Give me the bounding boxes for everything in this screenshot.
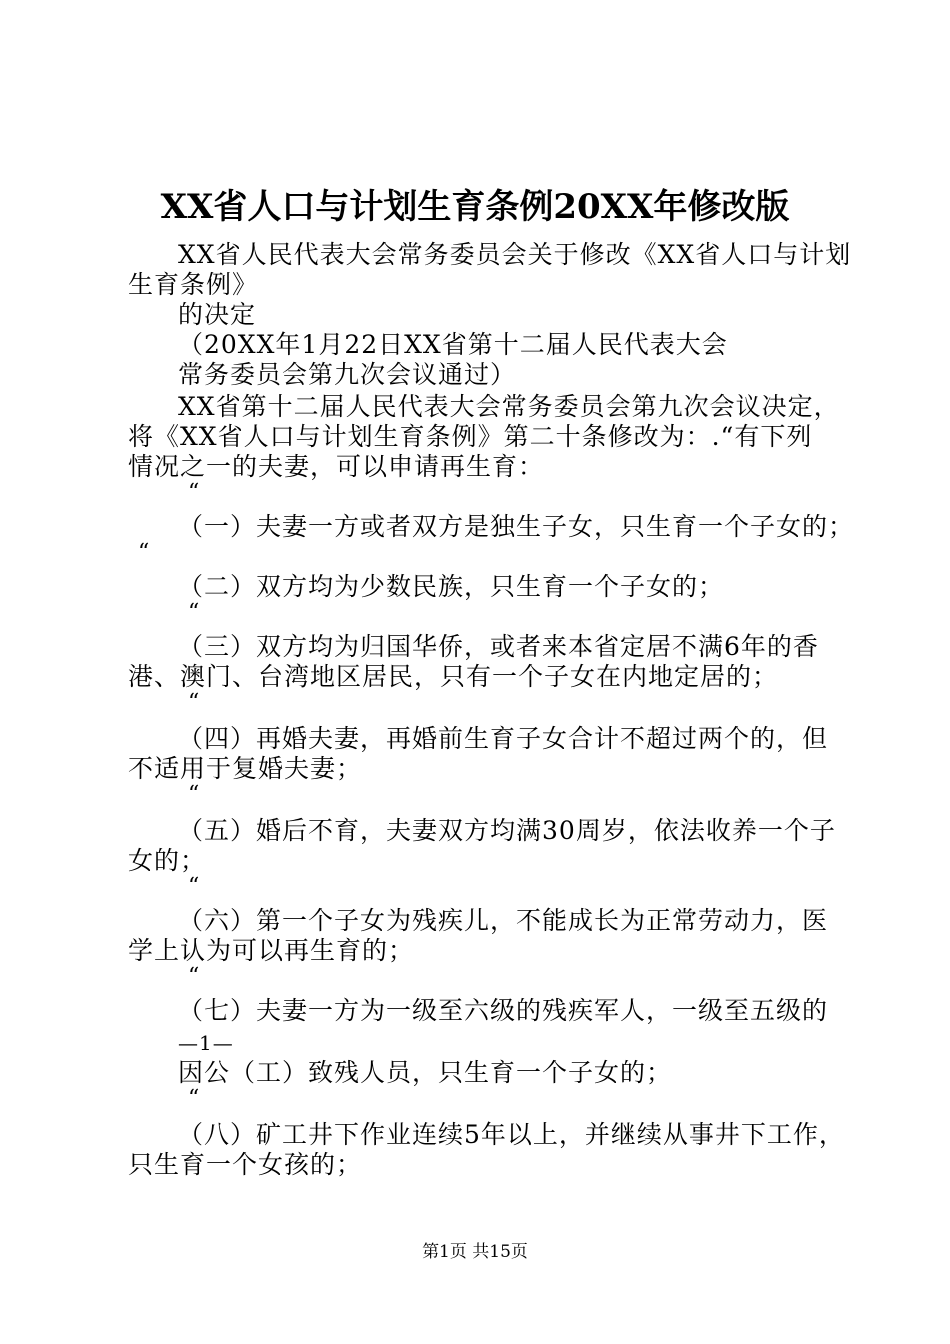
text-line: 将《XX省人口与计划生育条例》第二十条修改为：.“有下列 [128, 422, 813, 451]
document-title: XX省人口与计划生育条例20XX年修改版 [160, 187, 790, 227]
text-line: （五）婚后不育，夫妻双方均满30周岁，依法收养一个子 [178, 816, 836, 845]
text-line: XX省第十二届人民代表大会常务委员会第九次会议决定， [178, 392, 840, 421]
quote-mark: “ [188, 690, 200, 715]
quote-mark: “ [188, 1086, 200, 1111]
text-line: 不适用于复婚夫妻； [128, 754, 363, 783]
text-line: 情况之一的夫妻，可以申请再生育： [128, 452, 545, 481]
text-line: 的决定 [178, 300, 257, 329]
text-line: 女的； [128, 846, 207, 875]
text-line: 因公（工）致残人员，只生育一个子女的； [178, 1058, 673, 1087]
text-line: （20XX年1月22日XX省第十二届人民代表大会 [178, 330, 728, 359]
text-line: （八）矿工井下作业连续5年以上，并继续从事井下工作， [178, 1120, 845, 1149]
text-line: 学上认为可以再生育的； [128, 936, 415, 965]
text-line: （一）夫妻一方或者双方是独生子女，只生育一个子女的； [178, 512, 855, 541]
text-line: 常务委员会第九次会议通过） [178, 360, 517, 389]
text-line: （四）再婚夫妻，再婚前生育子女合计不超过两个的，但 [178, 724, 829, 753]
text-line: （六）第一个子女为残疾儿，不能成长为正常劳动力，医 [178, 906, 829, 935]
quote-mark: “ [188, 874, 200, 899]
text-line: （七）夫妻一方为一级至六级的残疾军人，一级至五级的 [178, 996, 829, 1025]
text-line: 港、澳门、台湾地区居民，只有一个子女在内地定居的； [128, 662, 779, 691]
text-line: 生育条例》 [128, 270, 259, 299]
text-line: （三）双方均为归国华侨，或者来本省定居不满6年的香 [178, 632, 819, 661]
quote-mark: “ [138, 540, 150, 565]
quote-mark: “ [188, 480, 200, 505]
page-marker: —1— [178, 1031, 234, 1055]
page-footer: 第1页 共15页 [422, 1242, 528, 1262]
quote-mark: “ [188, 964, 200, 989]
quote-mark: “ [188, 782, 200, 807]
text-line: XX省人民代表大会常务委员会关于修改《XX省人口与计划 [178, 240, 852, 269]
quote-mark: “ [188, 600, 200, 625]
text-line: 只生育一个女孩的； [128, 1150, 363, 1179]
text-line: （二）双方均为少数民族，只生育一个子女的； [178, 572, 725, 601]
